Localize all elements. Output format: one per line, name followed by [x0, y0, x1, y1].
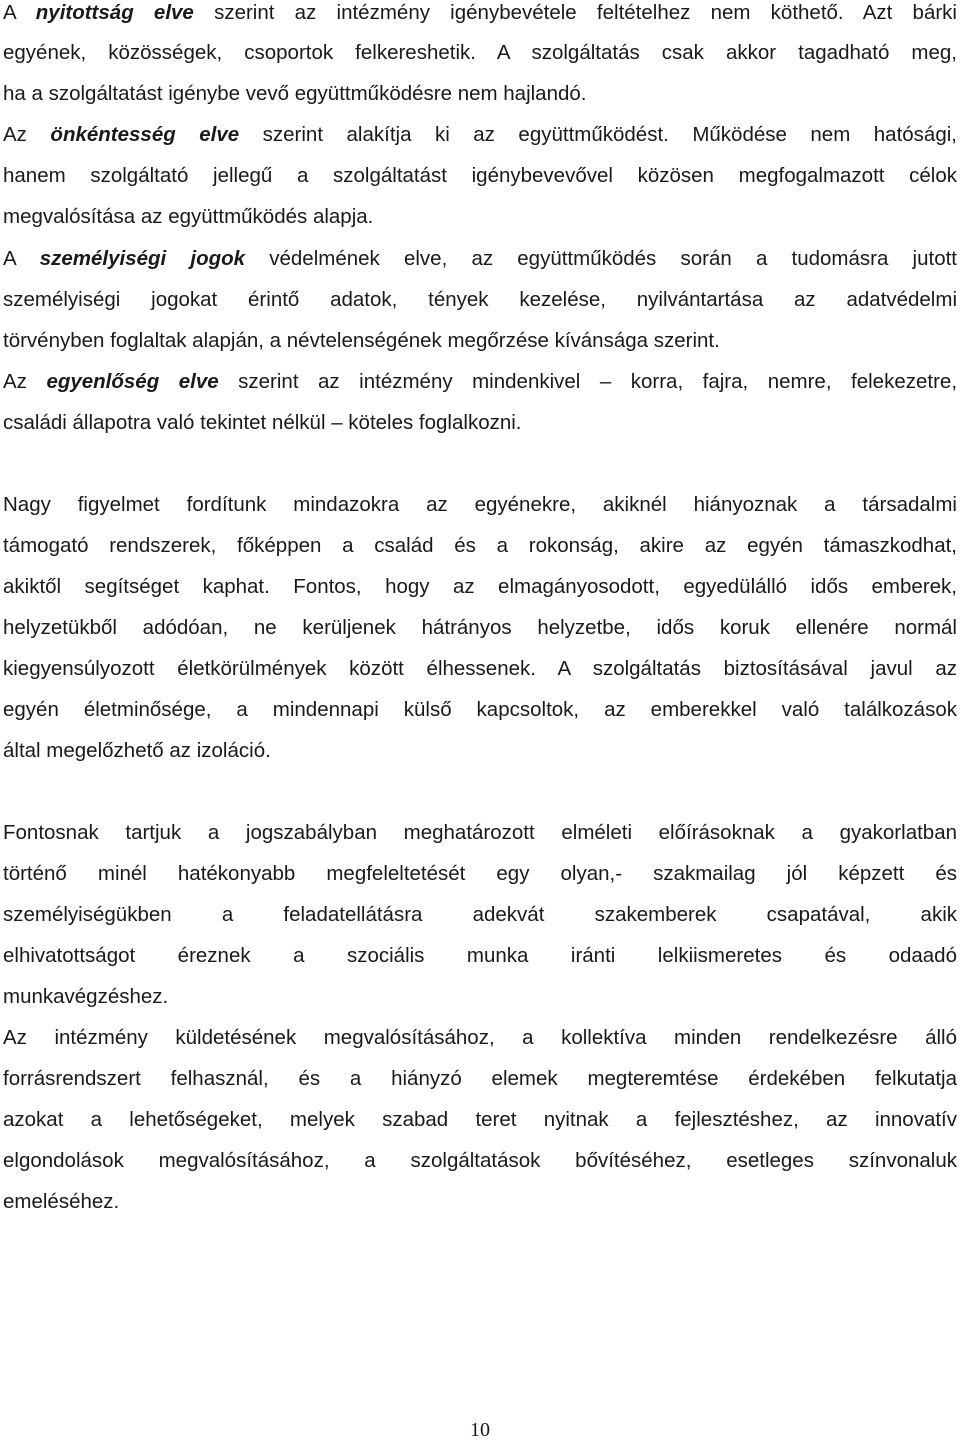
text-line: elgondolások megvalósításához, a szolgáltatások bővítéséhez, esetleges színvonaluk: [3, 1149, 957, 1172]
text-line: Az intézmény küldetésének megvalósításához, a kollektíva minden rendelkezésre álló: [3, 1026, 957, 1049]
text-line: ha a szolgáltatást igénybe vevő együttműködésre nem hajlandó.: [3, 82, 587, 105]
text-line: helyzetükből adódóan, ne kerüljenek hátrányos helyzetbe, idős koruk ellenére normál: [3, 616, 957, 639]
text-line: Fontosnak tartjuk a jogszabályban meghatározott elméleti előírásoknak a gyakorlatban: [3, 821, 957, 844]
text-line: forrásrendszert felhasznál, és a hiányzó elemek megteremtése érdekében felkutatja: [3, 1067, 957, 1090]
text-line: megvalósítása az együttműködés alapja.: [3, 205, 374, 228]
text-line: személyiségi jogokat érintő adatok, tények kezelése, nyilvántartása az adatvédelmi: [3, 288, 957, 311]
text-line: által megelőzhető az izoláció.: [3, 739, 271, 762]
page-number: 10: [470, 1419, 490, 1441]
text-line: történő minél hatékonyabb megfeleltetését egy olyan,- szakmailag jól képzett és: [3, 862, 957, 885]
text-line: A személyiségi jogok védelmének elve, az együttműködés során a tudomásra jutott: [3, 247, 958, 270]
text-line: munkavégzéshez.: [3, 985, 169, 1008]
text-line: azokat a lehetőségeket, melyek szabad teret nyitnak a fejlesztéshez, az innovatív: [3, 1108, 957, 1131]
principle-term: nyitottság elve: [35, 1, 194, 24]
text-line: törvényben foglaltak alapján, a névtelenségének megőrzése kívánsága szerint.: [3, 329, 720, 352]
text-line: családi állapotra való tekintet nélkül – köteles foglalkozni.: [3, 411, 522, 434]
principle-term: személyiségi jogok: [39, 247, 246, 270]
principle-term: önkéntesség elve: [50, 123, 240, 146]
text-line: egyén életminősége, a mindennapi külső kapcsoltok, az emberekkel való találkozások: [3, 698, 957, 721]
text-line: Az önkéntesség elve szerint alakítja ki az együttműködést. Működése nem hatósági,: [3, 123, 957, 146]
text-line: emeléséhez.: [3, 1190, 120, 1213]
text-line: egyének, közösségek, csoportok felkereshetik. A szolgáltatás csak akkor tagadható meg,: [3, 41, 957, 64]
text-line: akiktől segítséget kaphat. Fontos, hogy az elmagányosodott, egyedülálló idős emberek,: [3, 575, 957, 598]
text-line: hanem szolgáltató jellegű a szolgáltatást igénybevevővel közösen megfogalmazott célok: [3, 164, 957, 187]
text-line: Nagy figyelmet fordítunk mindazokra az egyénekre, akiknél hiányoznak a társadalmi: [3, 493, 957, 516]
text-line: Az egyenlőség elve szerint az intézmény mindenkivel – korra, fajra, nemre, felekezetre,: [3, 370, 958, 393]
text-line: A nyitottság elve szerint az intézmény igénybevétele feltételhez nem köthető. Azt bárki: [3, 1, 957, 24]
text-line: személyiségükben a feladatellátásra adekvát szakemberek csapatával, akik: [3, 903, 957, 926]
text-line: támogató rendszerek, főképpen a család és a rokonság, akire az egyén támaszkodhat,: [3, 534, 957, 557]
principle-term: egyenlőség elve: [46, 370, 219, 393]
text-line: kiegyensúlyozott életkörülmények között élhessenek. A szolgáltatás biztosításával javul az: [3, 657, 957, 680]
text-line: elhivatottságot éreznek a szociális munka iránti lelkiismeretes és odaadó: [3, 944, 957, 967]
